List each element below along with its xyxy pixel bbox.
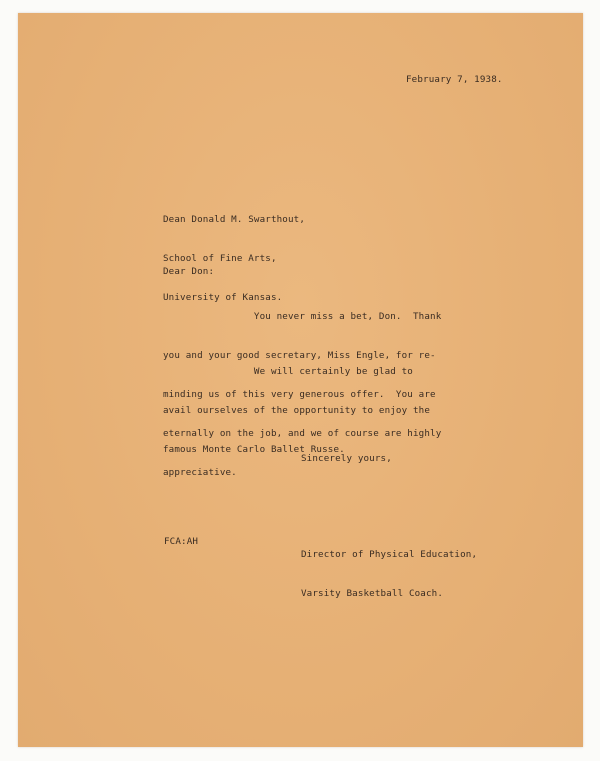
signature-title (301, 522, 477, 626)
paragraph-line: famous Monte Carlo Ballet Russe. (163, 444, 345, 455)
paragraph-line: You never miss a bet, Don. Thank (163, 311, 442, 322)
complimentary-closing: Sincerely yours, (301, 453, 392, 464)
title-line: Varsity Basketball Coach. (301, 588, 444, 599)
paragraph-line: appreciative. (163, 467, 237, 478)
letter-date: February 7, 1938. (406, 74, 503, 85)
paragraph-line: you and your good secretary, Miss Engle, for re- (163, 350, 436, 361)
paragraph-line: eternally on the job, and we of course are highly (163, 428, 442, 439)
title-line: Director of Physical Education, (301, 549, 478, 560)
paragraph-line: avail ourselves of the opportunity to enjoy the (163, 405, 431, 416)
salutation: Dear Don: (163, 266, 215, 277)
paragraph-line: We will certainly be glad to (163, 366, 413, 377)
paragraph-line: minding us of this very generous offer. You are (163, 389, 436, 400)
address-line: School of Fine Arts, (163, 253, 277, 264)
reference-initials: FCA:AH (164, 536, 199, 547)
address-line: Dean Donald M. Swarthout, (163, 214, 306, 225)
address-line: University of Kansas. (163, 292, 283, 303)
